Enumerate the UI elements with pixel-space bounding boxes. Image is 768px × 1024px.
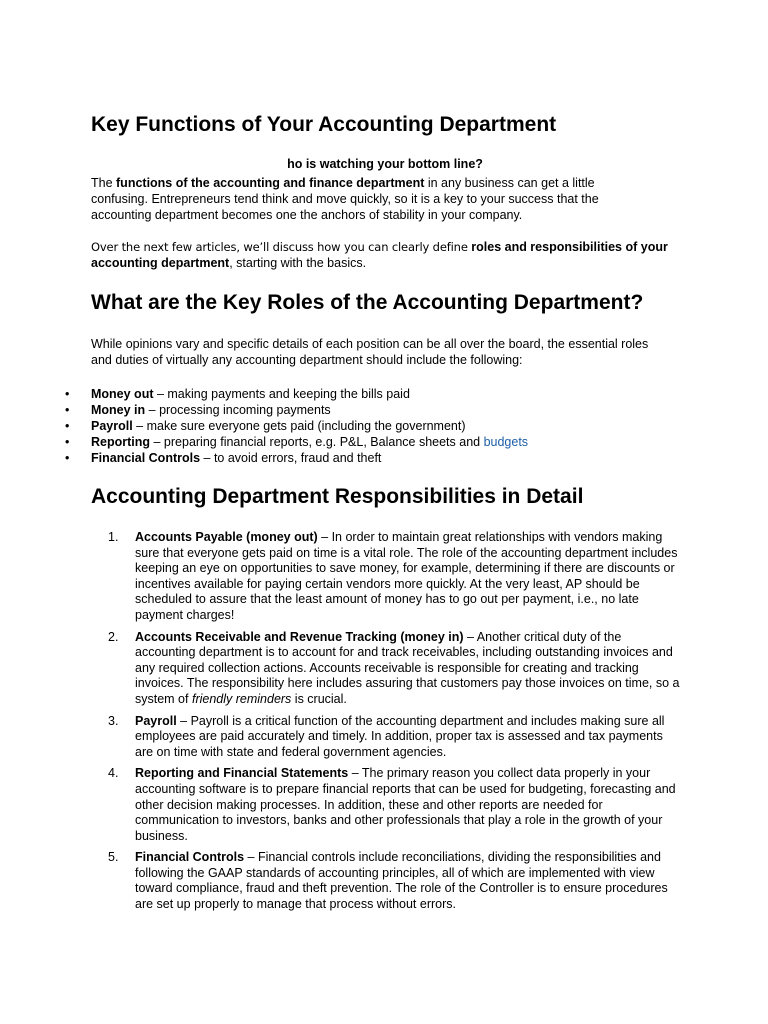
list-item-term: Financial Controls — [135, 850, 245, 865]
list-item-text: – Another critical duty of the accounting department is to account for and track receivables, including outstanding invoices and any required collection actions. Accounts receivable is responsible for creating and tracking invoices. The responsibility here includes assuring that customers pay those invoices on time, so a system of — [135, 629, 680, 706]
list-item-term: Financial Controls — [91, 451, 201, 465]
list-item-emphasis: friendly reminders — [191, 691, 292, 706]
list-item — [65, 450, 691, 466]
key-roles-list — [65, 386, 691, 466]
list-item — [108, 530, 680, 624]
intro-paragraph-1 — [91, 175, 651, 223]
list-item — [108, 766, 680, 844]
intro-p1-c: in any business can get a little confusing. Entrepreneurs tend think and move quickly, so it is a key to your success that the accounting department becomes one the anchors of stability in your company. — [91, 176, 599, 222]
intro-p2-bold: roles and responsibilities of your accounting department — [91, 240, 668, 270]
bullet-icon: • — [65, 387, 70, 401]
list-item — [65, 418, 691, 434]
budgets-link[interactable]: budgets — [483, 435, 529, 449]
list-item-text: – Financial controls include reconciliations, dividing the responsibilities and following the GAAP standards of accounting principles, all of which are implemented with view toward compliance, fraud and theft prevention. The role of the Controller is to ensure procedures are set up properly to manage that process without errors. — [135, 850, 668, 912]
section-heading-responsibilities: Accounting Department Responsibilities in Detail — [91, 485, 584, 508]
list-item-text: – Payroll is a critical function of the accounting department and includes making sure all employees are paid accurately and timely. In addition, proper tax is assessed and tax payments are on time with state and federal government agencies. — [135, 713, 665, 759]
list-item-number: 5. — [108, 850, 119, 865]
list-item-text: – The primary reason you collect data properly in your accounting software is to prepare financial reports that can be used for budgeting, forecasting and other decision making processes. In addition, these and other reports are needed for communication to investors, banks and other professionals that play a role in the growth of your business. — [135, 766, 676, 843]
list-item-term: Accounts Receivable and Revenue Tracking (money in) — [135, 629, 464, 644]
subtitle: ho is watching your bottom line? — [287, 157, 483, 171]
list-item-term: Payroll — [135, 713, 177, 728]
list-item-term: Accounts Payable (money out) — [135, 530, 318, 544]
list-item-term: Money out — [91, 387, 154, 401]
list-item — [65, 386, 691, 402]
list-item-number: 4. — [108, 766, 119, 781]
list-item — [108, 850, 680, 912]
section-heading-key-roles: What are the Key Roles of the Accounting Department? — [91, 291, 644, 314]
list-item-term: Money in — [91, 403, 146, 417]
intro-p1-a: The — [91, 176, 117, 190]
page-title: Key Functions of Your Accounting Department — [91, 113, 557, 136]
intro-p2-c: , starting with the basics. — [229, 256, 367, 270]
list-item-text: – making payments and keeping the bills paid — [153, 387, 410, 401]
list-item — [65, 402, 691, 418]
bullet-icon: • — [65, 451, 70, 465]
bullet-icon: • — [65, 419, 70, 433]
section1-intro: While opinions vary and specific details of each position can be all over the board, the essential roles and duties of virtually any accounting department should include the following: — [91, 337, 649, 367]
list-item-number: 2. — [108, 629, 119, 644]
list-item-text: – to avoid errors, fraud and theft — [200, 451, 382, 465]
intro-p1-bold: functions of the accounting and finance department — [116, 176, 425, 190]
list-item-text: – processing incoming payments — [145, 403, 331, 417]
list-item-term: Payroll — [91, 419, 133, 433]
list-item-term: Reporting and Financial Statements — [135, 766, 349, 781]
list-item-number: 3. — [108, 713, 119, 728]
list-item-term: Reporting — [91, 435, 151, 449]
list-item — [108, 629, 680, 708]
list-item-text: – make sure everyone gets paid (including the government) — [132, 419, 466, 433]
list-item-text: – preparing financial reports, e.g. P&L, Balance sheets and — [150, 435, 484, 449]
list-item-text: – In order to maintain great relationships with vendors making sure that everyone gets paid on time is a vital role. The role of the accounting department includes keeping an eye on opportunities to save money, for example, determining if there are discounts or incentives available for paying certain vendors more quickly. At the very least, AP should be scheduled to assure that the least amount of money has to go out per payment, i.e., no late payment charges! — [135, 530, 678, 622]
list-item — [108, 713, 680, 761]
list-item-tail: is crucial. — [291, 691, 347, 706]
bullet-icon: • — [65, 435, 70, 449]
list-item — [65, 434, 691, 450]
bullet-icon: • — [65, 403, 70, 417]
intro-paragraph-2 — [91, 239, 681, 271]
responsibilities-list — [108, 530, 680, 919]
list-item-number: 1. — [108, 530, 119, 544]
intro-p2-a: Over the next few articles, we’ll discuss how you can clearly define — [91, 240, 472, 254]
